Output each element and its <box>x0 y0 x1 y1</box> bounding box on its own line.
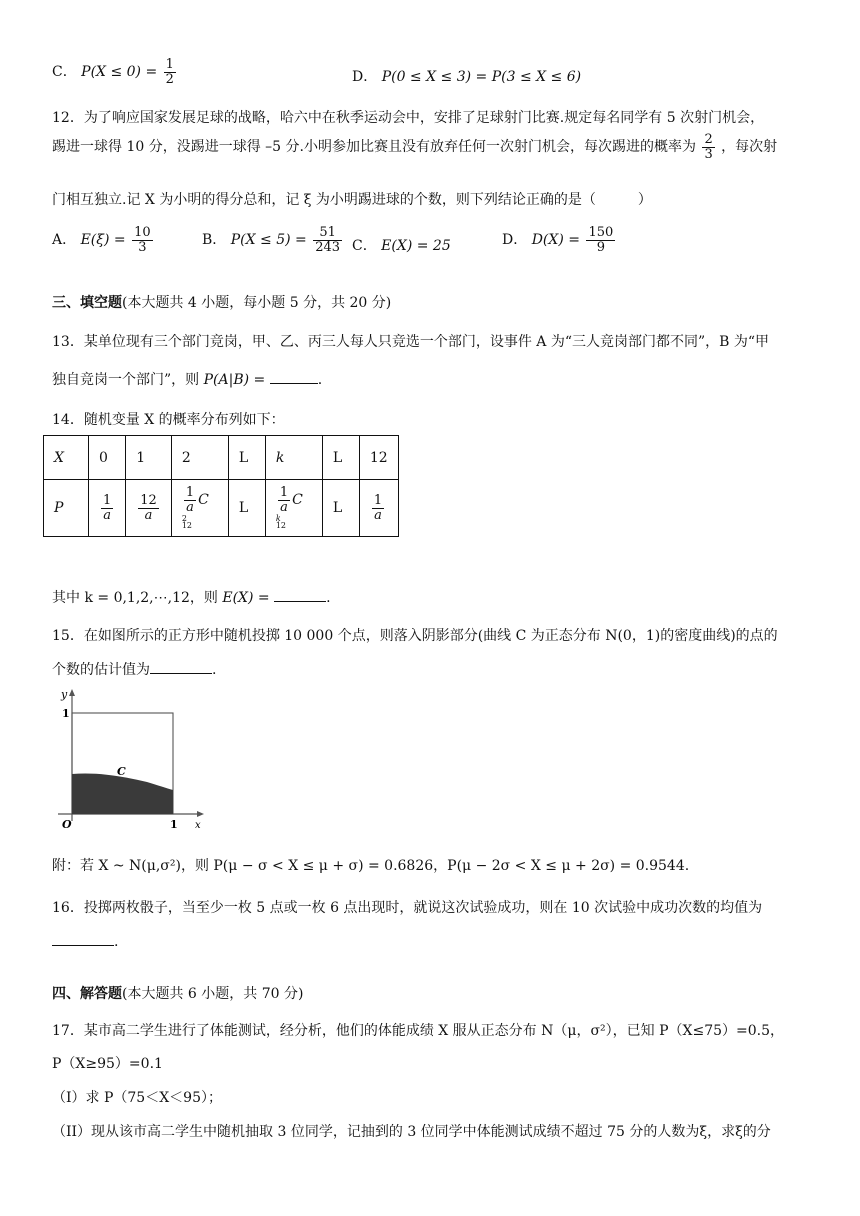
answer-blank <box>274 587 326 602</box>
table-cell: L <box>322 480 359 537</box>
q13-line-1: 13．某单位现有三个部门竞岗，甲、乙、丙三人每人只竞选一个部门，设事件 A 为“三人竞岗部门都不同”，B 为“甲 <box>52 334 770 350</box>
q12-line-1: 12．为了响应国家发展足球的战略，哈六中在秋季运动会中，安排了足球射门比赛.规定每名同学有 5 次射门机会， <box>52 110 765 126</box>
table-cell: k <box>265 436 322 480</box>
q17-part-1: （I）求 P（75＜X＜95）； <box>52 1090 222 1106</box>
table-cell: $\frac{1}{a}$ C k 12 <box>265 480 322 537</box>
table-row <box>44 436 399 480</box>
table-cell: 0 <box>89 436 126 480</box>
table-cell: 1 <box>126 436 172 480</box>
q12-option-c: C． E(X) = 25 <box>352 238 451 254</box>
curve-label: C <box>117 765 126 778</box>
q15-line-2: 个数的估计值为 . <box>52 659 216 679</box>
normal-curve-figure <box>52 686 212 834</box>
q14-intro: 14．随机变量 X 的概率分布列如下： <box>52 412 285 428</box>
y-label: y <box>61 688 68 701</box>
table-cell: $\frac{1}{a}$ <box>359 480 398 537</box>
table-cell: $\frac{12}{a}$ <box>126 480 172 537</box>
y-tick-label: 1 <box>62 707 70 720</box>
table-row <box>44 480 399 537</box>
fraction: $\frac{1}{2}$ <box>165 57 174 87</box>
option-label: C． <box>52 64 77 81</box>
q17-line-2: P（X≥95）=0.1 <box>52 1056 163 1072</box>
q14-note: 其中 k = 0,1,2,⋯,12，则 E(X) = . <box>52 587 331 607</box>
distribution-table <box>43 435 399 537</box>
answer-blank <box>52 931 114 946</box>
section-3-heading: 三、填空题(本大题共 4 小题，每小题 5 分，共 20 分) <box>52 295 392 311</box>
x-axis-arrow-icon <box>197 811 204 817</box>
q11-option-c <box>52 58 178 86</box>
q16-line-2: . <box>52 931 118 950</box>
table-cell: 12 <box>359 436 398 480</box>
q12-line-2: 踢进一球得 10 分，没踢进一球得 –5 分.小明参加比赛且没有放弃任何一次射门机会，每次踢进的概率为 $\frac{2}{3}$ ，每次射 <box>52 132 778 162</box>
q15-line-1: 15．在如图所示的正方形中随机投掷 10 000 个点，则落入阴影部分(曲线 C 为正态分布 N(0，1)的密度曲线)的点的 <box>52 628 778 644</box>
table-cell: X <box>44 436 89 480</box>
option-expr: P(X ≤ 0) = <box>81 64 158 81</box>
answer-blank <box>270 369 318 384</box>
q15-note: 附：若 X ~ N(μ,σ²)，则 P(μ − σ < X ≤ μ + σ) = 0.6826，P(μ − 2σ < X ≤ μ + 2σ) = 0.9544. <box>52 858 690 874</box>
y-axis-arrow-icon <box>69 689 75 696</box>
x-tick-label: 1 <box>170 818 178 831</box>
table-cell: P <box>44 480 89 537</box>
shaded-region <box>72 773 173 814</box>
q12-line-3: 门相互独立.记 X 为小明的得分总和，记 ξ 为小明踢进球的个数，则下列结论正确的是（ ） <box>52 192 652 208</box>
q12-option-a: A． E(ξ) = $\frac{10}{3}$ <box>52 225 151 255</box>
table-cell: L <box>228 436 265 480</box>
option-label: D． <box>352 69 378 85</box>
q12-option-d: D． D(X) = $\frac{150}{9}$ <box>502 225 614 255</box>
answer-blank <box>150 659 212 674</box>
section-4-heading: 四、解答题(本大题共 6 小题，共 70 分) <box>52 986 304 1002</box>
x-label: x <box>195 820 201 831</box>
q13-line-2: 独自竞岗一个部门”，则 P(A|B) = . <box>52 369 322 389</box>
origin-label: O <box>62 818 72 831</box>
q12-option-b: B． P(X ≤ 5) = $\frac{51}{243}$ <box>202 225 341 255</box>
q16-line-1: 16．投掷两枚骰子，当至少一枚 5 点或一枚 6 点出现时，就说这次试验成功，则在 10 次试验中成功次数的均值为 <box>52 900 763 916</box>
option-expr: P(0 ≤ X ≤ 3) = P(3 ≤ X ≤ 6) <box>381 69 582 85</box>
table-cell: $\frac{1}{a}$ <box>89 480 126 537</box>
q11-option-d <box>352 66 581 86</box>
table-cell: $\frac{1}{a}$ C 2 12 <box>171 480 228 537</box>
table-cell: 2 <box>171 436 228 480</box>
q17-line-1: 17．某市高二学生进行了体能测试，经分析，他们的体能成绩 X 服从正态分布 N（μ，σ²），已知 P（X≤75）=0.5， <box>52 1023 785 1039</box>
fraction: $\frac{2}{3}$ <box>704 132 713 162</box>
table-cell: L <box>322 436 359 480</box>
table-cell: L <box>228 480 265 537</box>
q17-part-2: （II）现从该市高二学生中随机抽取 3 位同学，记抽到的 3 位同学中体能测试成绩不超过 75 分的人数为ξ，求ξ的分 <box>52 1124 771 1140</box>
